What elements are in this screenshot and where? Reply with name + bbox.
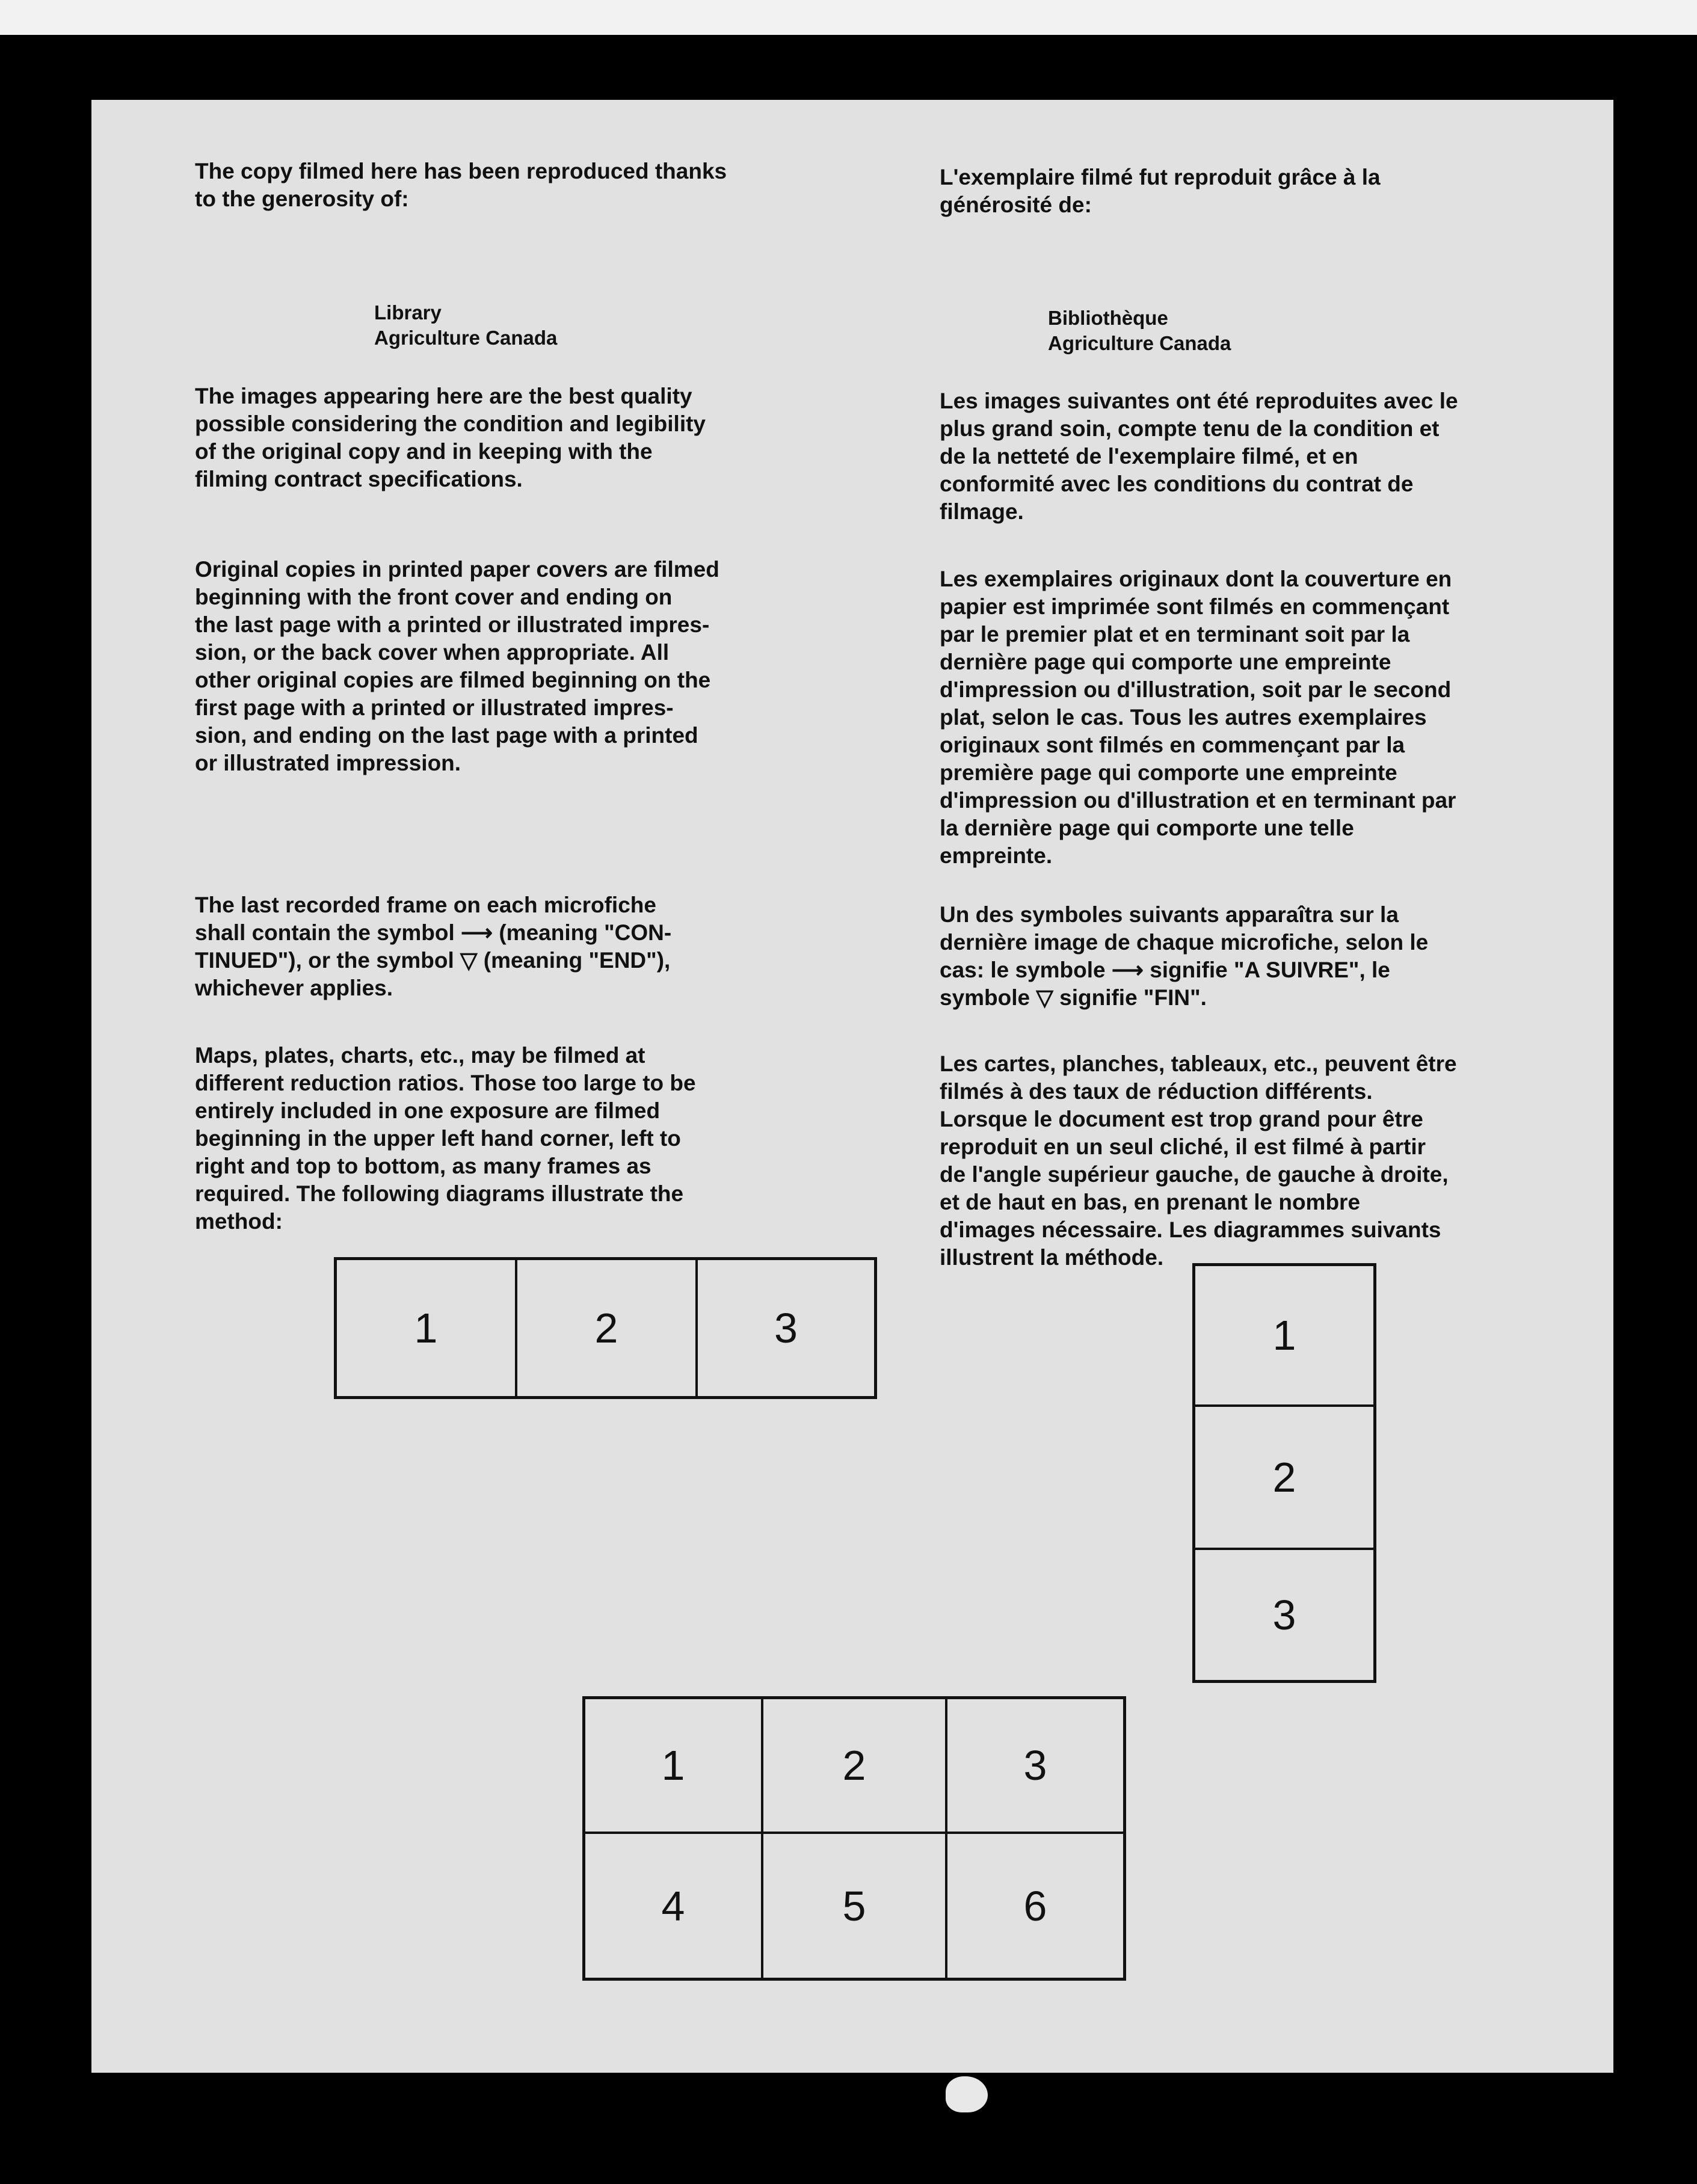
film-edge-strip [0, 0, 1697, 35]
frame-cell: 6 [1023, 1882, 1047, 1930]
english-maps: Maps, plates, charts, etc., may be filmed at different reduction ratios. Those too large to be entirely included in one exposure are filmed beginning in the upper left hand corner, left to right and top to bottom, as many frames as required. The following diagrams illustrate the method: [195, 1043, 696, 1234]
english-quality: The images appearing here are the best quality possible considering the condition and legibility of the original copy and in keeping with the filming contract specifications. [195, 384, 706, 491]
english-thanks: The copy filmed here has been reproduced thanks to the generosity of: [195, 159, 727, 211]
english-column [195, 158, 905, 1300]
french-thanks: L'exemplaire filmé fut reproduit grâce à la générosité de: [940, 165, 1381, 217]
english-symbols: The last recorded frame on each microfiche shall contain the symbol ⟶ (meaning "CON- TINUED"), or the symbol ▽ (meaning "END"), whichever applies. [195, 893, 672, 1000]
frame-cell: 2 [763, 1699, 947, 1834]
frame-cell: 1 [337, 1260, 517, 1396]
frame-cell: 3 [1272, 1592, 1296, 1638]
french-quality: Les images suivantes ont été reproduites avec le plus grand soin, compte tenu de la condition et de la netteté de l'exemplaire filmé, et en conformité avec les conditions du contrat de filmage. [940, 389, 1458, 524]
frame-cell: 3 [947, 1699, 1123, 1834]
diagram-three-frames-row [334, 1257, 877, 1399]
frame-cell: 2 [1195, 1407, 1373, 1550]
english-covers: Original copies in printed paper covers are filmed beginning with the front cover and ending on the last page with a printed or illustrated impres- sion, or the back cover when appropriate. All other original copies are filmed beginning on the first page with a printed or illustrated impres- sion, and ending on the last page with a printed or illustrated impression. [195, 557, 719, 775]
french-credit: Bibliothèque Agriculture Canada [1048, 307, 1231, 354]
frame-cell: 1 [585, 1699, 763, 1834]
french-column [940, 164, 1601, 1337]
english-credit: Library Agriculture Canada [374, 301, 558, 349]
film-speck [946, 2076, 988, 2112]
diagram-six-frames-grid [582, 1696, 1126, 1981]
frame-cell: 1 [1195, 1266, 1373, 1407]
french-covers: Les exemplaires originaux dont la couverture en papier est imprimée sont filmés en commençant par le premier plat et en terminant soit par la dernière page qui comporte une empreinte d'impression ou d'illustration, soit par le second plat, selon le cas. Tous les autres exemplaires originaux sont filmés en commençant par la première page qui comporte une empreinte d'impression ou d'illustration et en terminant par la dernière page qui comporte une telle empreinte. [940, 567, 1456, 868]
microfiche-target-page [91, 100, 1613, 2073]
frame-cell: 5 [763, 1834, 947, 1978]
frame-cell: 2 [517, 1260, 698, 1396]
frame-cell: 3 [774, 1305, 798, 1352]
french-maps: Les cartes, planches, tableaux, etc., peuvent être filmés à des taux de réduction différents. Lorsque le document est trop grand pour être reproduit en un seul cliché, il est filmé à partir de l'angle supérieur gauche, de gauche à droite, et de haut en bas, en prenant le nombre d'images nécessaire. Les diagrammes suivants illustrent la méthode. [940, 1051, 1457, 1270]
frame-cell: 4 [585, 1834, 763, 1978]
diagram-three-frames-column [1192, 1263, 1376, 1683]
french-symbols: Un des symboles suivants apparaîtra sur la dernière image de chaque microfiche, selon le cas: le symbole ⟶ signifie "A SUIVRE", le symbole ▽ signifie "FIN". [940, 902, 1429, 1010]
